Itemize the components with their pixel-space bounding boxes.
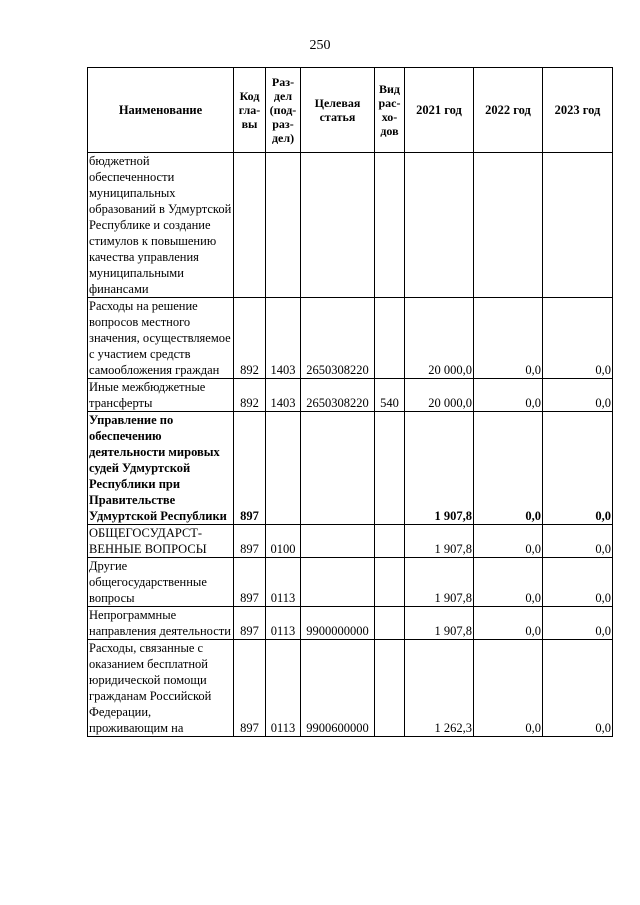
cell-name: ОБЩЕГОСУДАРСТ- ВЕННЫЕ ВОПРОСЫ — [88, 525, 234, 558]
cell-section: 0113 — [266, 607, 301, 640]
cell-target — [301, 525, 375, 558]
cell-section: 0113 — [266, 640, 301, 737]
table-row — [88, 412, 613, 525]
cell-2022: 0,0 — [474, 379, 543, 412]
cell-code: 897 — [234, 525, 266, 558]
cell-type — [375, 412, 405, 525]
cell-2022 — [474, 153, 543, 298]
table-row — [88, 379, 613, 412]
cell-code: 892 — [234, 298, 266, 379]
cell-type: 540 — [375, 379, 405, 412]
budget-table — [87, 67, 613, 737]
header-2021: 2021 год — [405, 68, 474, 153]
cell-type — [375, 558, 405, 607]
cell-2022: 0,0 — [474, 412, 543, 525]
cell-code: 897 — [234, 412, 266, 525]
header-type: Вид рас- хо- дов — [375, 68, 405, 153]
table-row — [88, 525, 613, 558]
cell-name: Иные межбюджетные трансферты — [88, 379, 234, 412]
table-row — [88, 640, 613, 737]
cell-target — [301, 153, 375, 298]
cell-section: 1403 — [266, 379, 301, 412]
cell-2021 — [405, 153, 474, 298]
table-body — [88, 153, 613, 737]
cell-code — [234, 153, 266, 298]
page-number: 250 — [309, 38, 331, 53]
header-2023: 2023 год — [543, 68, 613, 153]
header-code: Код гла- вы — [234, 68, 266, 153]
cell-target: 9900000000 — [301, 607, 375, 640]
cell-section — [266, 153, 301, 298]
cell-section — [266, 412, 301, 525]
cell-2023: 0,0 — [543, 525, 613, 558]
table-row — [88, 298, 613, 379]
cell-2023: 0,0 — [543, 558, 613, 607]
cell-target: 2650308220 — [301, 298, 375, 379]
cell-code: 897 — [234, 558, 266, 607]
cell-type — [375, 640, 405, 737]
cell-code: 897 — [234, 607, 266, 640]
cell-2023: 0,0 — [543, 298, 613, 379]
header-2022: 2022 год — [474, 68, 543, 153]
cell-2021: 20 000,0 — [405, 298, 474, 379]
cell-name: Расходы, связанные с оказанием бесплатной юридической помощи гражданам Российской Федерации, проживающим на — [88, 640, 234, 737]
header-target: Целевая статья — [301, 68, 375, 153]
cell-section: 0100 — [266, 525, 301, 558]
cell-section: 1403 — [266, 298, 301, 379]
cell-2022: 0,0 — [474, 298, 543, 379]
cell-2021: 1 907,8 — [405, 607, 474, 640]
cell-type — [375, 153, 405, 298]
table-row — [88, 558, 613, 607]
cell-code: 892 — [234, 379, 266, 412]
cell-target — [301, 558, 375, 607]
cell-2023: 0,0 — [543, 379, 613, 412]
cell-2023: 0,0 — [543, 640, 613, 737]
cell-type — [375, 525, 405, 558]
cell-2022: 0,0 — [474, 525, 543, 558]
cell-2023: 0,0 — [543, 412, 613, 525]
cell-target: 2650308220 — [301, 379, 375, 412]
cell-type — [375, 298, 405, 379]
cell-2021: 1 907,8 — [405, 412, 474, 525]
cell-code: 897 — [234, 640, 266, 737]
cell-2023: 0,0 — [543, 607, 613, 640]
cell-target: 9900600000 — [301, 640, 375, 737]
cell-name: Непрограммные направления деятельности — [88, 607, 234, 640]
cell-2021: 1 907,8 — [405, 525, 474, 558]
cell-name: Расходы на решение вопросов местного значения, осуществляемое с участием средств самообложения граждан — [88, 298, 234, 379]
cell-2021: 1 262,3 — [405, 640, 474, 737]
header-row — [88, 68, 613, 153]
cell-target — [301, 412, 375, 525]
cell-2021: 20 000,0 — [405, 379, 474, 412]
cell-type — [375, 607, 405, 640]
cell-2023 — [543, 153, 613, 298]
cell-2022: 0,0 — [474, 558, 543, 607]
cell-2021: 1 907,8 — [405, 558, 474, 607]
table-row — [88, 153, 613, 298]
cell-2022: 0,0 — [474, 607, 543, 640]
table-row — [88, 607, 613, 640]
cell-section: 0113 — [266, 558, 301, 607]
cell-name: бюджетной обеспеченности муниципальных образований в Удмуртской Республике и создание стимулов к повышению качества управления муниципальными финансами — [88, 153, 234, 298]
cell-name: Другие общегосударственные вопросы — [88, 558, 234, 607]
cell-name: Управление по обеспечению деятельности мировых судей Удмуртской Республики при Правительстве Удмуртской Республики — [88, 412, 234, 525]
header-section: Раз- дел (под- раз- дел) — [266, 68, 301, 153]
cell-2022: 0,0 — [474, 640, 543, 737]
header-name: Наименование — [88, 68, 234, 153]
